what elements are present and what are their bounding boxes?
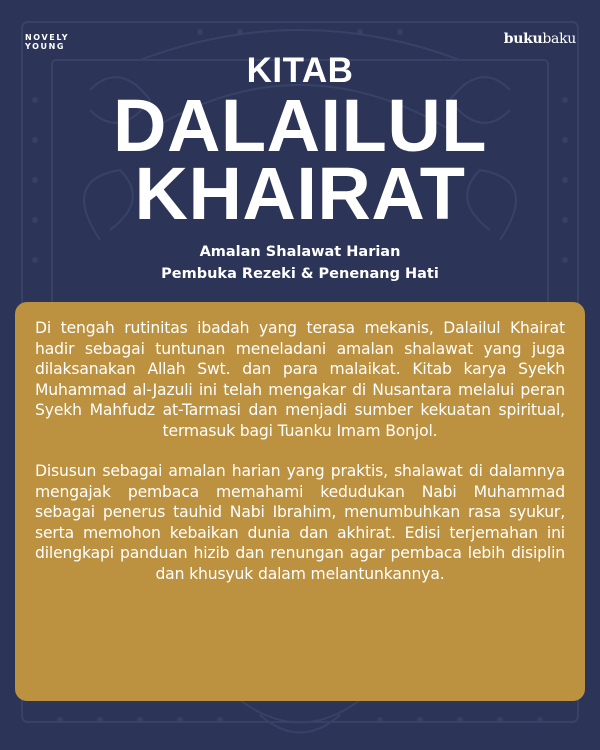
book-title: [0, 50, 600, 235]
subtitle-line-1: Amalan Shalawat Harian: [199, 244, 401, 260]
subtitle-line-2: Pembuka Rezeki & Penenang Hati: [161, 266, 439, 282]
description-paragraph-2: Disusun sebagai amalan harian yang praktis, shalawat di dalamnya mengajak pembaca memahami kedudukan Nabi Muhammad sebagai penerus tauhid Nabi Ibrahim, menumbuhkan rasa syukur, serta memohon kebaikan dunia dan akhirat. Edisi terjemahan ini dilengkapi panduan hizib dan renungan agar pembaca lebih disiplin dan khusyuk dalam melantunkannya.: [35, 462, 565, 583]
title-kicker: KITAB: [246, 51, 354, 90]
book-subtitle: [0, 241, 600, 285]
publisher-logo-bukubaku: [504, 31, 576, 47]
publisher-logo-regular-part: baku: [542, 31, 576, 47]
publisher-logo-line2: YOUNG: [25, 42, 66, 51]
publisher-logo-line1: NOVELY: [25, 33, 70, 42]
publisher-logo-novely-young: [25, 33, 69, 51]
description-paragraph-1: Di tengah rutinitas ibadah yang terasa mekanis, Dalailul Khairat hadir sebagai tuntunan meneladani amalan shalawat yang juga dilaksanakan Allah Swt. dan para malaikat. Kitab karya Syekh Muhammad al-Jazuli ini telah mengakar di Nusantara melalui peran Syekh Mahfudz at-Tarmasi dan menjadi sumber kekuatan spiritual, termasuk bagi Tuanku Imam Bonjol.: [35, 319, 565, 440]
publisher-logo-bold-part: buku: [503, 31, 543, 47]
description-text: [35, 318, 565, 604]
title-line-2: KHAIRAT: [134, 152, 466, 235]
title-line-1: DALAILUL: [113, 84, 487, 167]
description-panel: [15, 302, 585, 701]
